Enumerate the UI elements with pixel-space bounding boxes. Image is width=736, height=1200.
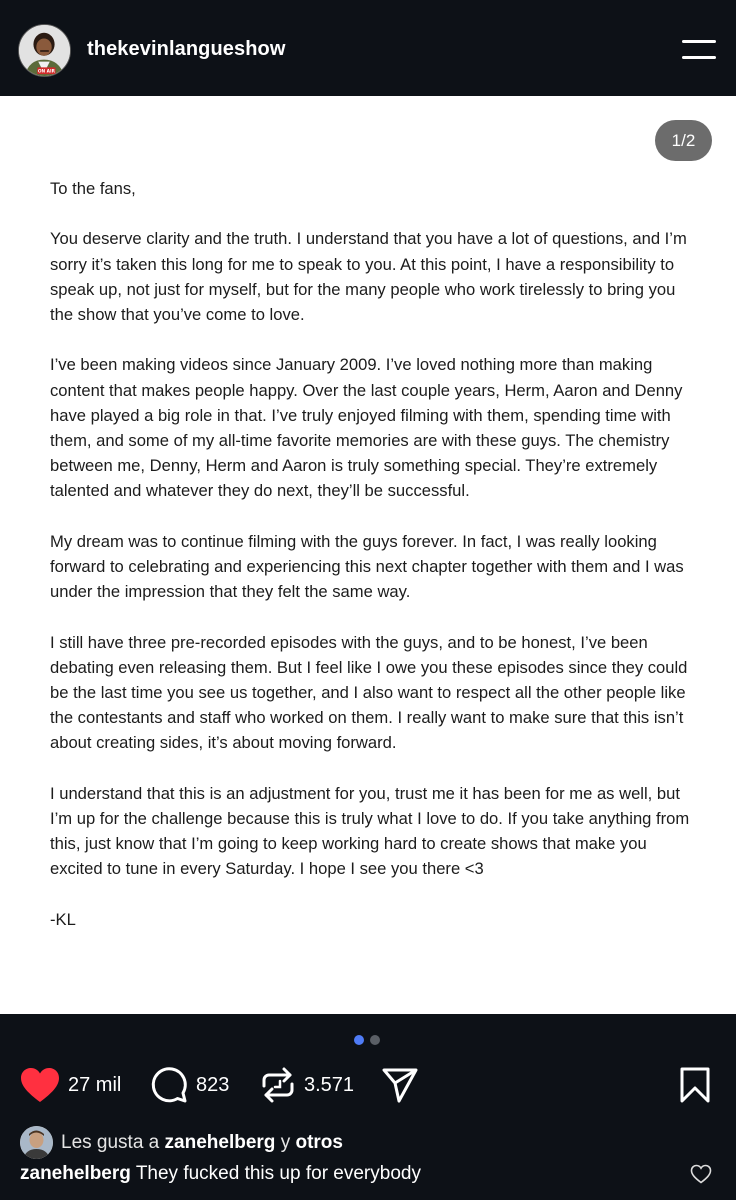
carousel-dot-active: [354, 1035, 364, 1045]
bookmark-icon: [678, 1066, 712, 1104]
comment-button[interactable]: [150, 1064, 229, 1106]
post-header: [0, 0, 736, 96]
letter-text: [50, 176, 700, 957]
username[interactable]: thekevinlangueshow: [87, 38, 286, 60]
letter-paragraph: You deserve clarity and the truth. I understand that you have a lot of questions, and I’m sorry it’s taken this long for me to speak to you. At this point, I have a responsibility to speak up, not just for myself, but for the many people who work tirelessly to bring you the show that you’ve come to love.: [50, 229, 687, 324]
caption-user[interactable]: zanehelberg: [20, 1163, 131, 1184]
profile-avatar[interactable]: [18, 24, 71, 77]
menu-icon[interactable]: [680, 40, 716, 62]
repost-icon: [260, 1066, 296, 1104]
page-indicator: 1/2: [655, 120, 712, 161]
bookmark-button[interactable]: [678, 1064, 712, 1106]
liked-by-connector: y: [280, 1131, 291, 1153]
comment-icon: [150, 1066, 188, 1104]
liked-by-others[interactable]: otros: [295, 1131, 343, 1153]
letter-paragraph: My dream was to continue filming with the guys forever. In fact, I was really looking forward to celebrating and experiencing this next chapter together with them and I was under the impression that they felt the same way.: [50, 531, 684, 602]
carousel-indicator: [354, 1035, 380, 1045]
liked-by[interactable]: [20, 1126, 343, 1159]
liked-by-prefix: Les gusta a: [61, 1131, 160, 1153]
caption-text: They fucked this up for everybody: [135, 1163, 421, 1184]
heart-outline-icon: [690, 1164, 712, 1184]
action-bar: [0, 1064, 736, 1106]
comment-like-button[interactable]: [690, 1164, 712, 1189]
letter-signature: -KL: [50, 909, 76, 929]
letter-paragraph: I understand that this is an adjustment for you, trust me it has been for me as well, but I’m up for the challenge because this is truly what I love to do. If you take anything from this, just know that I’m going to keep working hard to create shows that make you excited to tune in every Saturday. I hope I see you there <3: [50, 783, 690, 879]
heart-icon: [20, 1067, 60, 1103]
svg-text:ON AIR: ON AIR: [37, 69, 55, 75]
letter-paragraph: To the fans,: [50, 179, 136, 198]
comment-count: 823: [196, 1073, 230, 1096]
carousel-dot: [370, 1035, 380, 1045]
share-icon: [381, 1066, 419, 1104]
repost-button[interactable]: [260, 1064, 354, 1106]
post-image[interactable]: [0, 96, 736, 1014]
liker-avatar[interactable]: [20, 1126, 53, 1159]
repost-count: 3.571: [304, 1073, 355, 1096]
letter-paragraph: I’ve been making videos since January 2009. I’ve loved nothing more than making content that makes people happy. Over the last couple years, Herm, Aaron and Denny have played a big role in that. I’ve truly enjoyed filming with them, spending time with them, and some of my all-time favorite memories are with these guys. The chemistry between me, Denny, Herm and Aaron is truly something special. They’re extremely talented and whatever they do next, they’ll be successful.: [50, 355, 683, 501]
like-button[interactable]: [20, 1064, 121, 1106]
letter-paragraph: I still have three pre-recorded episodes with the guys, and to be honest, I’ve been debating even releasing them. But I feel like I owe you these episodes since they could be the last time you see us together, and I also want to respect all the other people like the contestants and staff who worked on them. I really want to make sure that this isn’t about creating sides, it’s about moving forward.: [50, 632, 688, 753]
caption: [20, 1163, 421, 1185]
liked-by-user[interactable]: zanehelberg: [164, 1131, 276, 1153]
like-count: 27 mil: [68, 1073, 122, 1096]
share-button[interactable]: [381, 1064, 419, 1106]
